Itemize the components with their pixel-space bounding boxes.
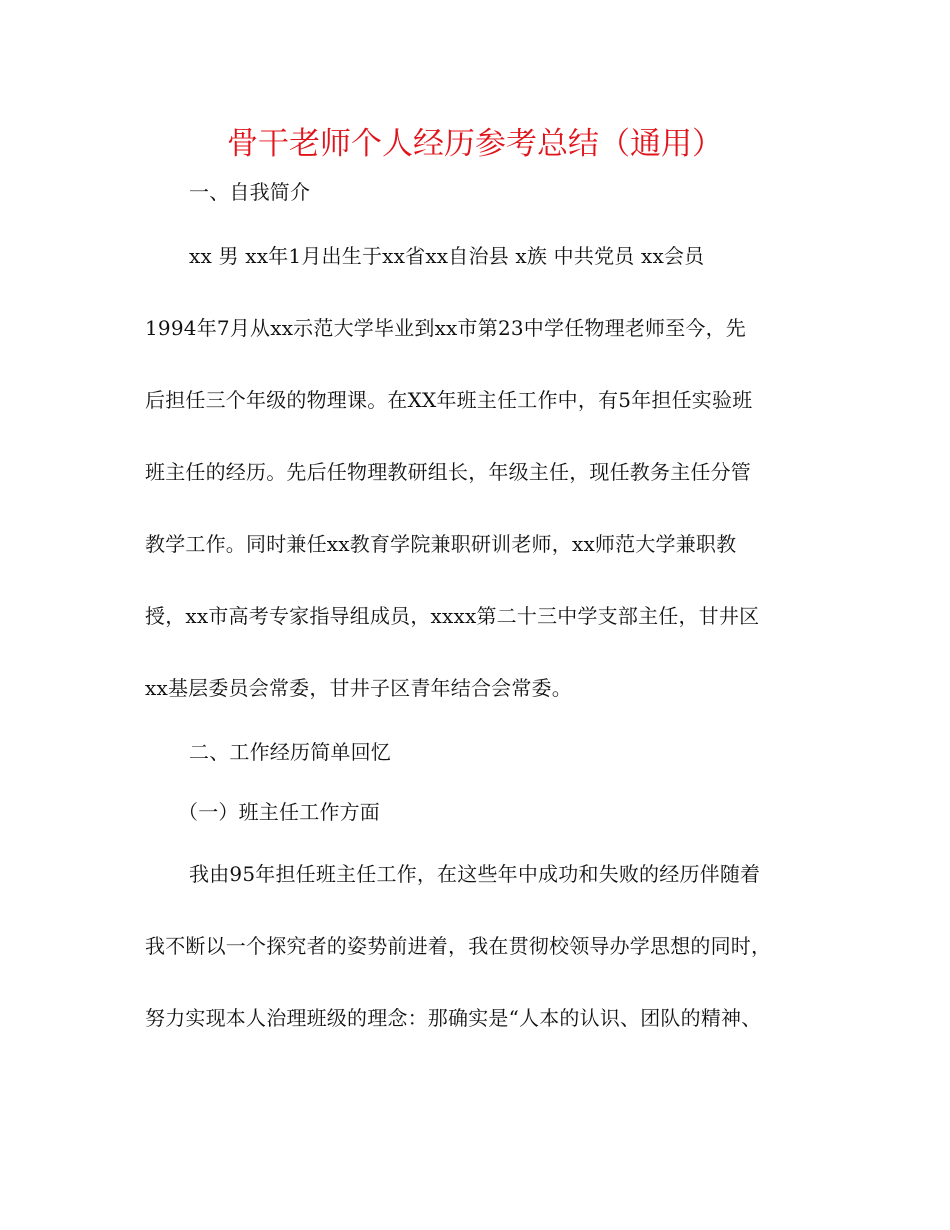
paragraph-line: xx基层委员会常委，甘井子区青年结合会常委。 bbox=[145, 676, 572, 700]
section-heading-self-intro: 一、自我简介 bbox=[189, 180, 311, 204]
subsection-heading-class-teacher: （一）班主任工作方面 bbox=[178, 800, 380, 824]
section-heading-work-review: 二、工作经历简单回忆 bbox=[189, 740, 391, 764]
paragraph-line: 后担任三个年级的物理课。在XX年班主任工作中，有5年担任实验班 bbox=[145, 388, 753, 412]
paragraph-line: 我不断以一个探究者的姿势前进着，我在贯彻校领导办学思想的同时， bbox=[145, 934, 772, 958]
paragraph-line: 我由95年担任班主任工作，在这些年中成功和失败的经历伴随着 bbox=[189, 862, 761, 886]
paragraph-line: xx 男 xx年1月出生于xx省xx自治县 x族 中共党员 xx会员 bbox=[189, 244, 705, 268]
document-title: 骨干老师个人经历参考总结（通用） bbox=[227, 126, 723, 162]
paragraph-line: 教学工作。同时兼任xx教育学院兼职研训老师，xx师范大学兼职教 bbox=[145, 532, 737, 556]
paragraph-line: 1994年7月从xx示范大学毕业到xx市第23中学任物理老师至今，先 bbox=[145, 316, 746, 340]
paragraph-line: 班主任的经历。先后任物理教研组长，年级主任，现任教务主任分管 bbox=[145, 460, 751, 484]
paragraph-line: 努力实现本人治理班级的理念：那确实是“人本的认识、团队的精神、 bbox=[145, 1006, 762, 1030]
paragraph-line: 授，xx市高考专家指导组成员，xxxx第二十三中学支部主任，甘井区 bbox=[145, 604, 760, 628]
